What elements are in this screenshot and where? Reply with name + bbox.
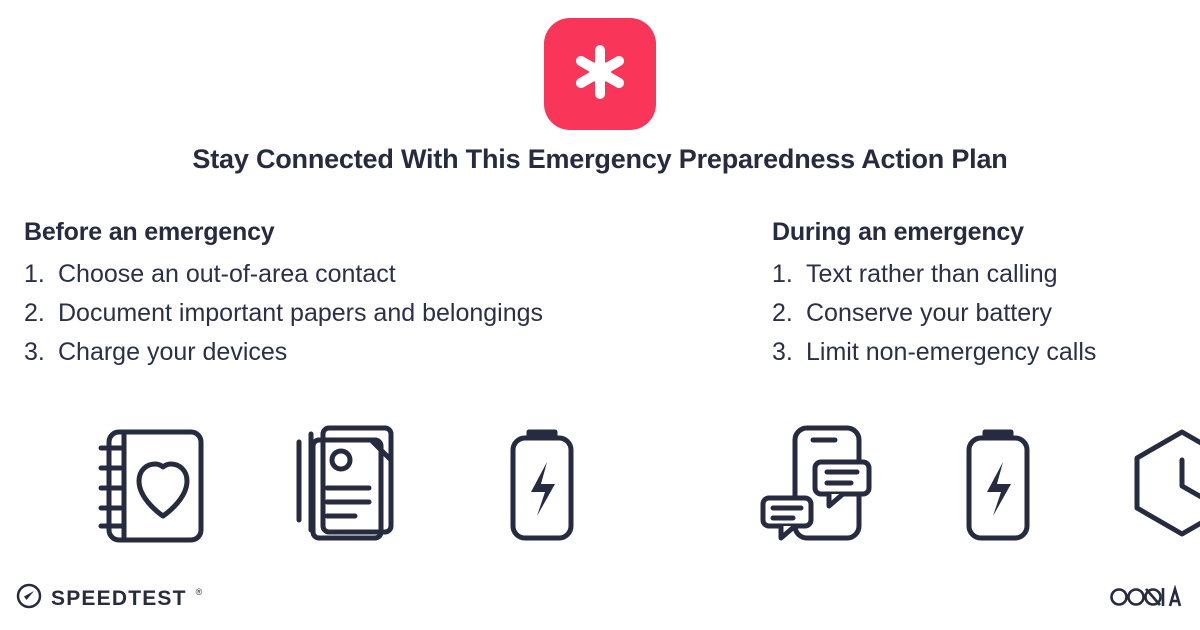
list-item-number: 2. bbox=[772, 299, 793, 327]
list-item-label: Charge your devices bbox=[58, 338, 288, 366]
icon-row-before bbox=[84, 418, 612, 548]
speedtest-footer-logo bbox=[16, 583, 202, 614]
list-item-label: Conserve your battery bbox=[806, 299, 1052, 327]
column-heading: Before an emergency bbox=[24, 218, 275, 246]
list-item-number: 3. bbox=[24, 338, 45, 366]
list-item bbox=[24, 294, 744, 333]
page-title: Stay Connected With This Emergency Preparedness Action Plan bbox=[192, 144, 1008, 174]
list-item bbox=[24, 255, 744, 294]
speedtest-mark-icon bbox=[16, 583, 42, 614]
list-during bbox=[772, 255, 1192, 372]
list-before bbox=[24, 255, 744, 372]
speedtest-wordmark: SPEEDTEST bbox=[51, 586, 187, 610]
list-item bbox=[772, 255, 1192, 294]
battery-bolt-icon bbox=[928, 418, 1068, 548]
list-item-number: 2. bbox=[24, 299, 45, 327]
notebook-heart-icon bbox=[84, 418, 224, 548]
ookla-logo bbox=[1110, 585, 1182, 614]
column-before bbox=[24, 218, 744, 372]
list-item-label: Limit non-emergency calls bbox=[806, 338, 1097, 366]
list-item-label: Text rather than calling bbox=[806, 260, 1058, 288]
list-item-number: 1. bbox=[772, 260, 793, 288]
list-item bbox=[772, 333, 1192, 372]
documents-stack-icon bbox=[278, 418, 418, 548]
speedtest-badge bbox=[544, 18, 656, 130]
column-heading: During an emergency bbox=[772, 218, 1024, 246]
column-during bbox=[772, 218, 1192, 372]
list-item bbox=[24, 333, 744, 372]
list-item bbox=[772, 294, 1192, 333]
list-item-number: 1. bbox=[24, 260, 45, 288]
list-item-label: Choose an out-of-area contact bbox=[58, 260, 396, 288]
phone-message-icon bbox=[744, 418, 884, 548]
list-item-number: 3. bbox=[772, 338, 793, 366]
asterisk-icon bbox=[569, 41, 631, 108]
trademark-symbol: ® bbox=[195, 587, 203, 597]
icon-row-during bbox=[744, 418, 1200, 548]
hexagon-clock-icon bbox=[1112, 418, 1200, 548]
battery-bolt-icon bbox=[472, 418, 612, 548]
list-item-label: Document important papers and belongings bbox=[58, 299, 544, 327]
